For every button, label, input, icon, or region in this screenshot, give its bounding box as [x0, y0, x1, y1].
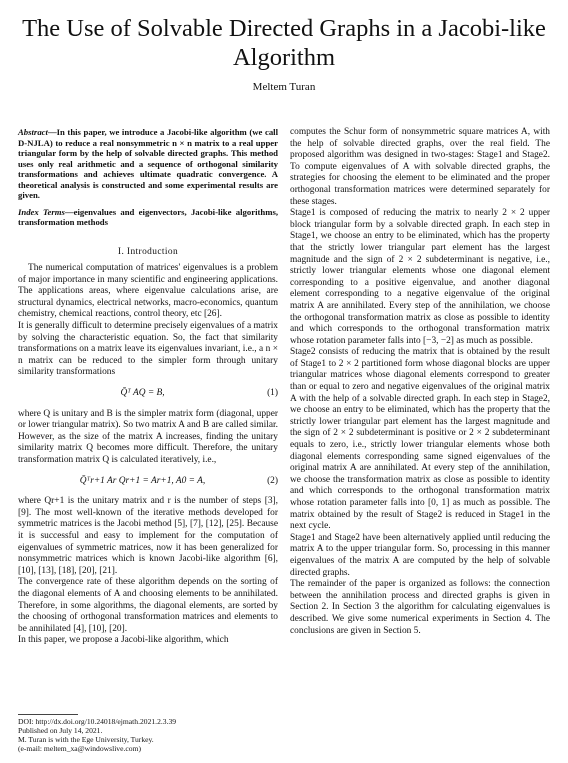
left-column [18, 127, 278, 647]
abstract [18, 127, 278, 201]
footnote-email: (e-mail: meltem_xa@windowslive.com) [18, 744, 141, 753]
index-terms [18, 207, 278, 228]
footnote-doi: DOI: http://dx.doi.org/10.24018/ejmath.2021.2.3.39 [18, 717, 177, 726]
paper-title: The Use of Solvable Directed Graphs in a Jacobi-like Algorithm [22, 15, 546, 71]
author-name: Meltem Turan [252, 81, 316, 93]
body-paragraph: The remainder of the paper is organized as follows: the connection between the annihilation process and directed graphs is given in Section 2. In Section 3 the algorithm for calculating eigenvalues is described. We give some numerical experiments in Section 4. The conclusions are given in Section 5. [290, 579, 550, 636]
abstract-text: —In this paper, we introduce a Jacobi-like algorithm (we call D-NJLA) to reduce a real nonsymmetric n × n matrix to a real upper triangular form by the help of solvable directed graphs. This method uses only real arithmetic and a sequence of orthogonal similarity transformations and achieves ultimate quadratic convergence. A theoretical analysis is constructed and some experimental results are given. [18, 127, 278, 200]
intro-paragraph: The convergence rate of these algorithm depends on the sorting of the diagonal elements of A and choosing elements to be annihilated. Therefore, in some algorithms, the diagonal elements, are sorted by the choosing of orthogonal transformation matrices and elements to be annihilated [4], [10], [20]. [18, 577, 278, 634]
equation-1-number: (1) [267, 388, 278, 399]
footnote-affiliation: M. Turan is with the Ege University, Turkey. [18, 735, 154, 744]
body-paragraph: Stage1 is composed of reducing the matrix to nearly 2 × 2 upper block triangular form by a solvable directed graph. In each step in Stage1, we choose an entry to be eliminated, which has the property that the strictly lower triangular part element has the largest magnitude and the sign of 2 × 2 subdeterminant is negative, i.e., strictly lower triangular elements whose one diagonal element corresponding to a positive eigenvalue, and another diagonal element corresponding to a negative eigenvalue of the original matrix A are annihilated. Every step of the annihilation, we choose the orthogonal transformation matrix as close as possible to identity and which corresponds to the orthogonal transformation matrix whose rotation parameter falls into [−3, −2] as much as possible. [290, 208, 550, 346]
equation-2-number: (2) [267, 475, 278, 486]
intro-paragraph: where Qr+1 is the unitary matrix and r is the number of steps [3], [9]. The most well-known of the iterative methods developed for symmetric matrices is the Jacobi method [5], [7], [12], [25]. Because it is successful and easy to implement for the computation of eigenvalues of symmetric matrices, now it has been generalized for nonsymmetric matrices which is known Jacobi-like algorithm [6], [10], [13], [18], [20], [21]. [18, 496, 278, 576]
footnote-rule [18, 714, 78, 715]
index-terms-lead: Index Terms [18, 206, 65, 217]
body-paragraph: Stage1 and Stage2 have been alternatively applied until reducing the matrix A to the upper triangular form. So, processing in this manner eigenvalues of the matrix A are computed by the help of solvable directed graphs. [290, 532, 550, 578]
intro-paragraph: In this paper, we propose a Jacobi-like algorithm, which [18, 635, 229, 646]
body-paragraph: computes the Schur form of nonsymmetric square matrices A, with the help of solvable directed graphs, over the real field. The proposed algorithm was designed in two-stages: Stage1 and Stage2. To compute eigenvalues of A with solvable directed graphs, the strategies for choosing the element to be eliminated and the proper orthogonal transformation matrices were determined separately for these stages. [290, 127, 550, 207]
right-column [290, 127, 550, 637]
abstract-lead: Abstract [18, 127, 48, 137]
intro-paragraph: It is generally difficult to determine precisely eigenvalues of a matrix by solving the characteristic equation. So, the fact that similarity transformations on a matrix leave its eigenvalues invariant, i.e., a n × n matrix can be reduced to the simpler form through unitary similarity transformations [18, 321, 278, 378]
section-heading-introduction: I. Introduction [117, 246, 179, 257]
footnotes [18, 714, 278, 753]
intro-paragraph: where Q is unitary and B is the simpler matrix form (diagonal, upper or lower triangular matrix). So two matrix A and B are called similar. However, as the size of the matrix A increases, finding the unitary similarity matrix Q becomes more difficult. Therefore, the unitary transformation matrix Q is calculated iteratively, i.e., [18, 408, 278, 465]
equation-1-expression: Q̄ᵀ AQ = B, [120, 388, 165, 399]
equation-2 [18, 476, 278, 488]
index-terms-text: —eigenvalues and eigenvectors, Jacobi-like algorithms, transformation methods [18, 206, 279, 227]
equation-2-expression: Q̄ᵀr+1 Ar Qr+1 = Ar+1, A0 = A, [79, 475, 206, 486]
equation-1 [18, 388, 278, 400]
footnote-published: Published on July 14, 2021. [18, 726, 103, 735]
body-paragraph: Stage2 consists of reducing the matrix that is obtained by the result of Stage1 to 2 × 2 partitioned form whose diagonal blocks are upper triangular matrices whose diagonal elements correspond to greater than or equal to zero and negative eigenvalues of the original matrix A with the help of a solvable directed graph. In each step in Stage2, we choose an entry to be eliminated, which has the property that the strictly lower triangular part element has the largest magnitude and the sign of 2 × 2 subdeterminant is positive or 2 × 2 subdeterminant equals to zero, i.e., strictly lower triangular elements whose both diagonal elements corresponding same signed eigenvalues of the original matrix A are annihilated. At every step of the annihilation, we choose the transformation matrix as close as possible to identity and which corresponds to the orthogonal transformation matrix whose rotation parameter falls into [0, 1] as much as possible. The matrix obtained by the result of Stage2 is reduced in Stage1 in the next cycle. [290, 347, 550, 532]
intro-paragraph: The numerical computation of matrices' eigenvalues is a problem of major importance in many scientific and engineering applications. The applications areas, where eigenvalue calculations arise, are structural dynamics, electrical networks, macro-economics, quantum chemistry, chemical reactions, control theory, etc [26]. [18, 263, 278, 320]
